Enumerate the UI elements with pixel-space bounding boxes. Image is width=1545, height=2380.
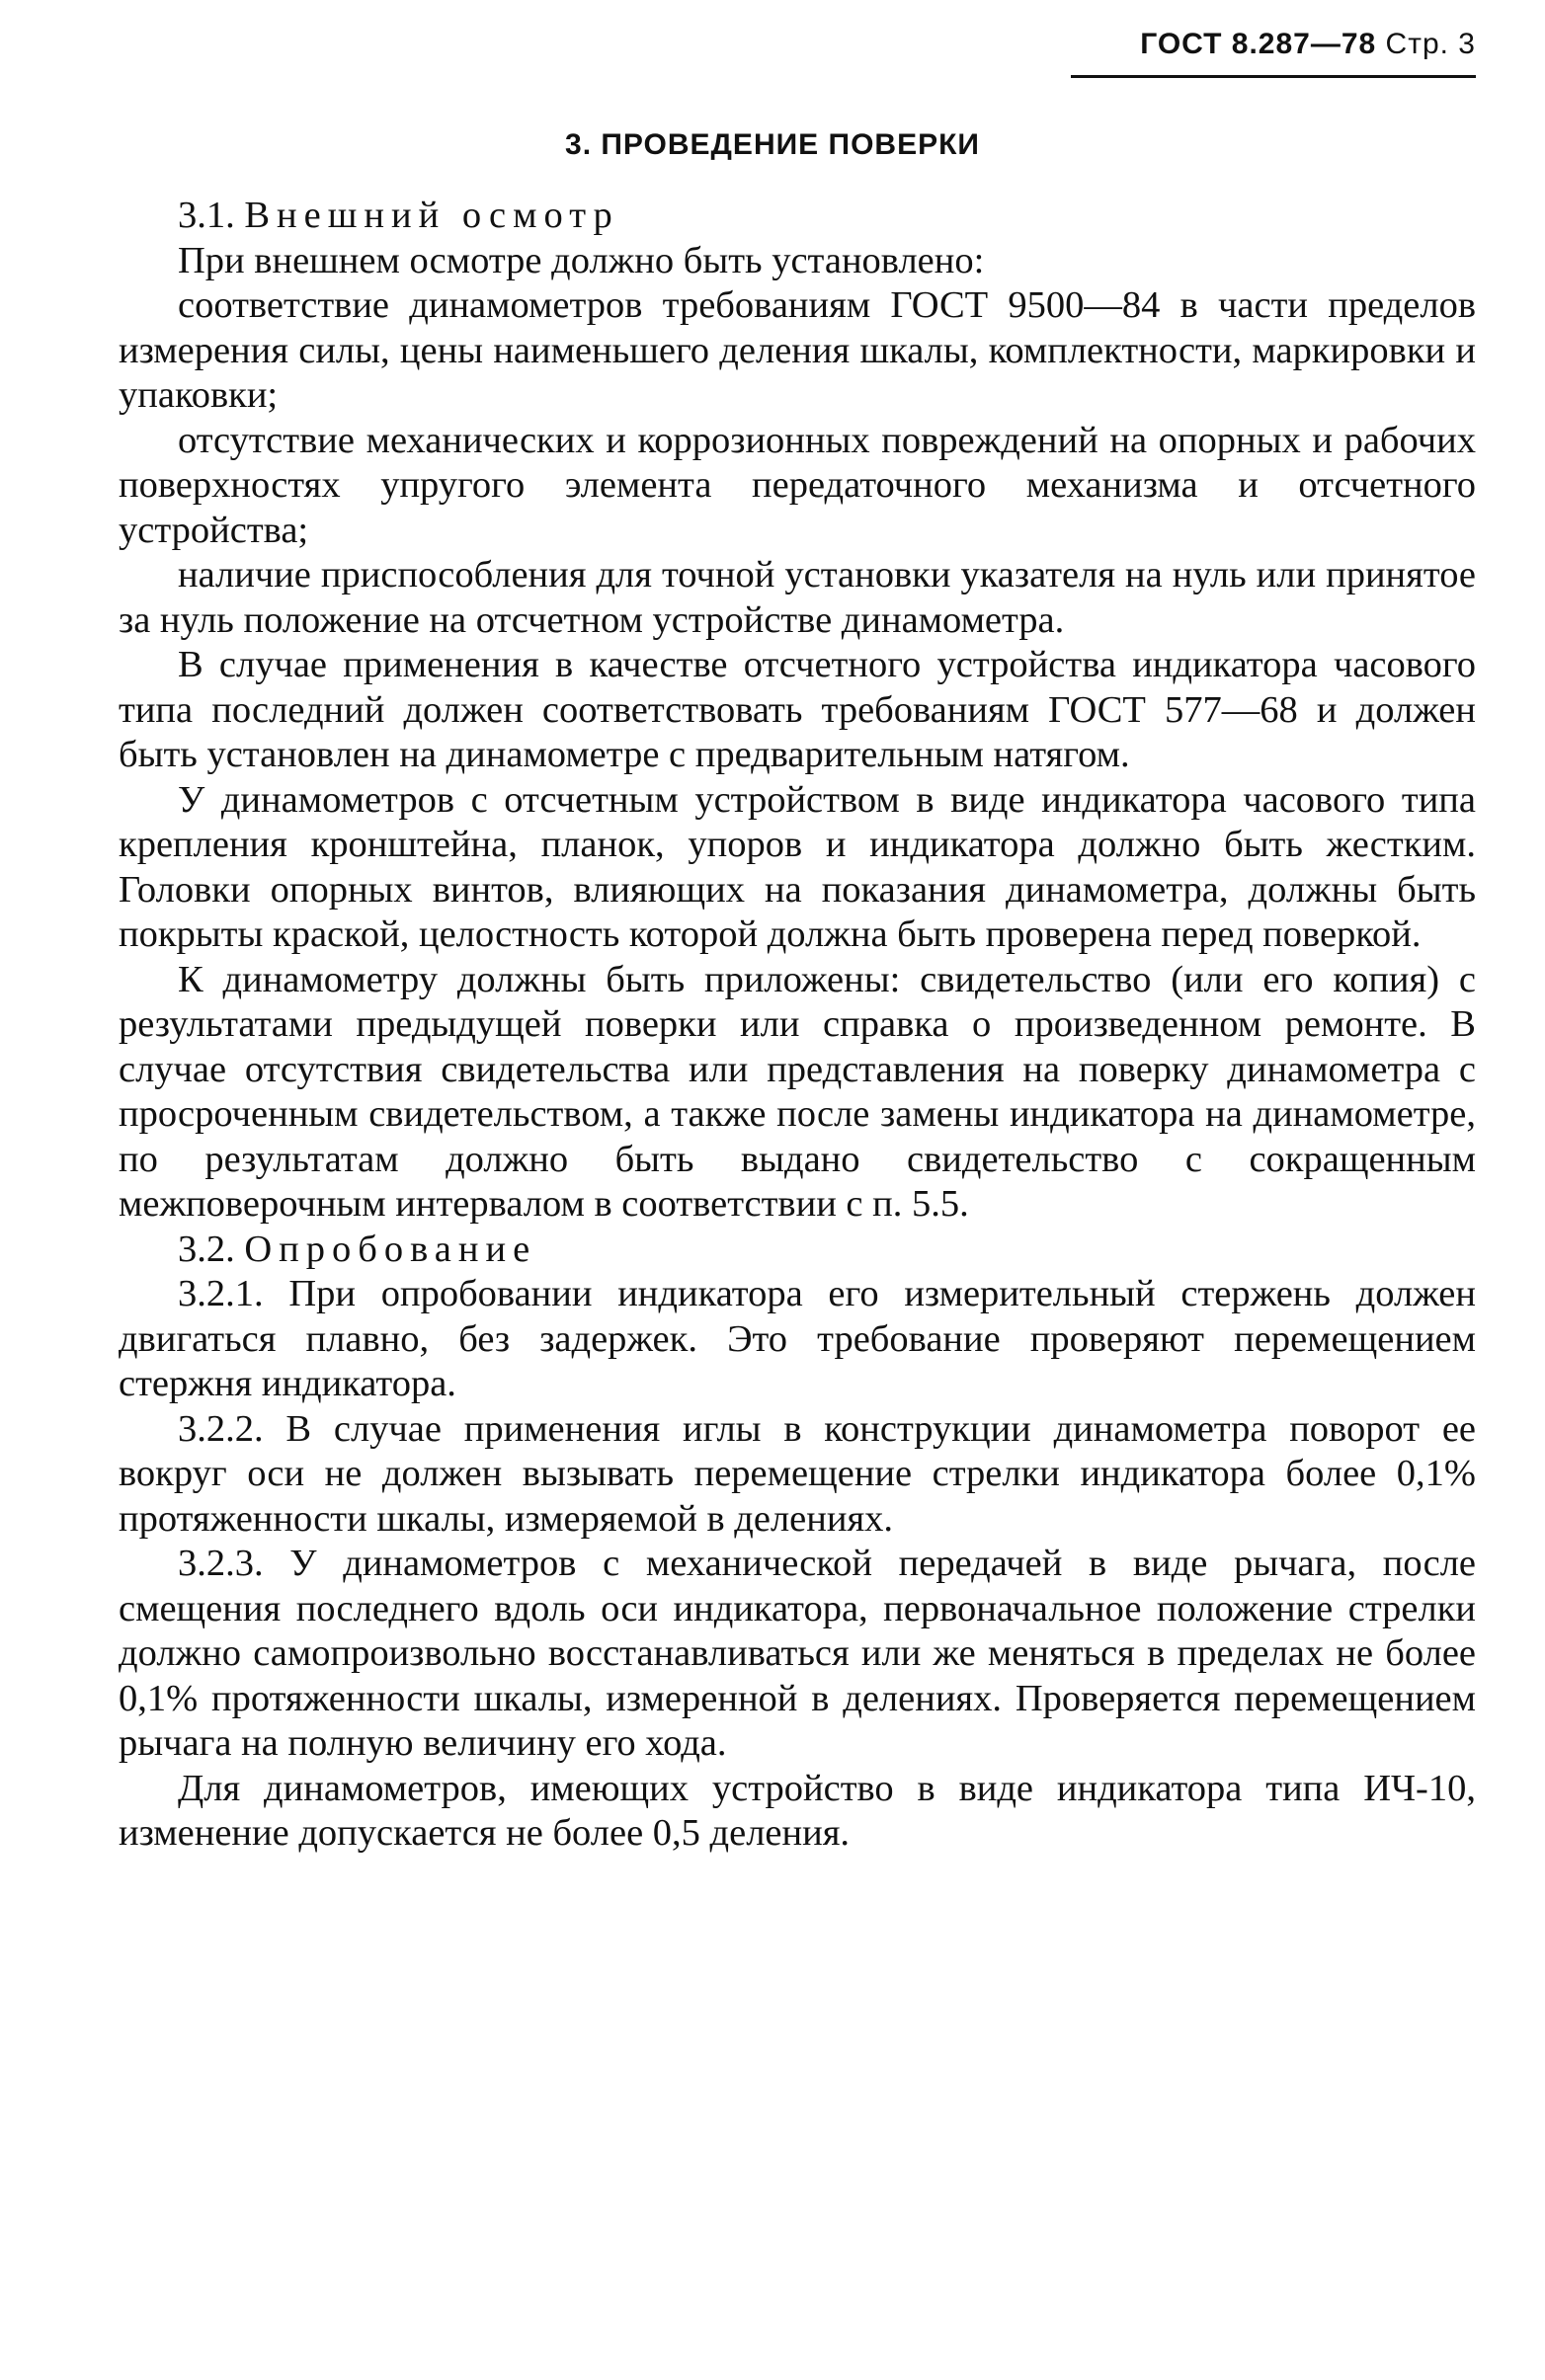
paragraph: 3.2.1. При опробовании индикатора его измерительный стержень должен двигаться плавно, без задержек. Это требование проверяют перемещением стержня индикатора. (119, 1273, 1476, 1404)
subsection-heading-3-2 (119, 1228, 1476, 1273)
paragraph: В случае применения в качестве отсчетного устройства индикатора часового типа последний должен соответствовать требованиям ГОСТ 577—68 и должен быть установлен на динамометре с предварительным натягом. (119, 644, 1476, 775)
subsection-title: Опробование (244, 1228, 537, 1270)
standard-number: ГОСТ 8.287—78 (1140, 28, 1377, 60)
paragraph: К динамометру должны быть приложены: свидетельство (или его копия) с результатами предыдущей поверки или справка о произведенном ремонте. В случае отсутствия свидетельства или представления на поверку динамометра с просроченным свидетельством, а также после замены индикатора на динамометре, по результатам должно быть выдано свидетельство с сокращенным межповерочным интервалом в соответствии с п. 5.5. (119, 958, 1476, 1225)
page-number: Стр. 3 (1385, 28, 1476, 60)
paragraph: 3.2.2. В случае применения иглы в конструкции динамометра поворот ее вокруг оси не должен вызывать перемещение стрелки индикатора более 0,1% протяженности шкалы, измеряемой в делениях. (119, 1407, 1476, 1540)
paragraph: соответствие динамометров требованиям ГОСТ 9500—84 в части пределов измерения силы, цены наименьшего деления шкалы, комплектности, маркировки и упаковки; (119, 284, 1476, 416)
paragraph: У динамометров с отсчетным устройством в виде индикатора часового типа крепления кронштейна, планок, упоров и индикатора должно быть жестким. Головки опорных винтов, влияющих на показания динамометра, должны быть покрыты краской, целостность которой должна быть проверена перед поверкой. (119, 778, 1476, 955)
section-title: 3. ПРОВЕДЕНИЕ ПОВЕРКИ (565, 128, 980, 161)
paragraph: 3.2.3. У динамометров с механической передачей в виде рычага, после смещения последнего вдоль оси индикатора, первоначальное положение стрелки должно самопроизвольно восстанавливаться или же меняться в пределах не более 0,1% протяженности шкалы, измеренной в делениях. Проверяется перемещением рычага на полную величину его хода. (119, 1543, 1476, 1764)
paragraph: При внешнем осмотре должно быть установлено: (178, 239, 985, 281)
subsection-number: 3.2. (178, 1228, 235, 1270)
paragraph: отсутствие механических и коррозионных повреждений на опорных и рабочих поверхностях упругого элемента передаточного механизма и отсчетного устройства; (119, 419, 1476, 551)
subsection-title: Внешний осмотр (244, 195, 619, 236)
header-rule (1071, 75, 1476, 78)
subsection-number: 3.1. (178, 195, 235, 236)
subsection-heading-3-1 (119, 194, 1476, 239)
paragraph: Для динамометров, имеющих устройство в виде индикатора типа ИЧ-10, изменение допускается не более 0,5 деления. (119, 1767, 1476, 1854)
body-text (119, 194, 1476, 1857)
running-head (1140, 28, 1476, 61)
paragraph: наличие приспособления для точной установки указателя на нуль или принятое за нуль положение на отсчетном устройстве динамометра. (119, 554, 1476, 641)
